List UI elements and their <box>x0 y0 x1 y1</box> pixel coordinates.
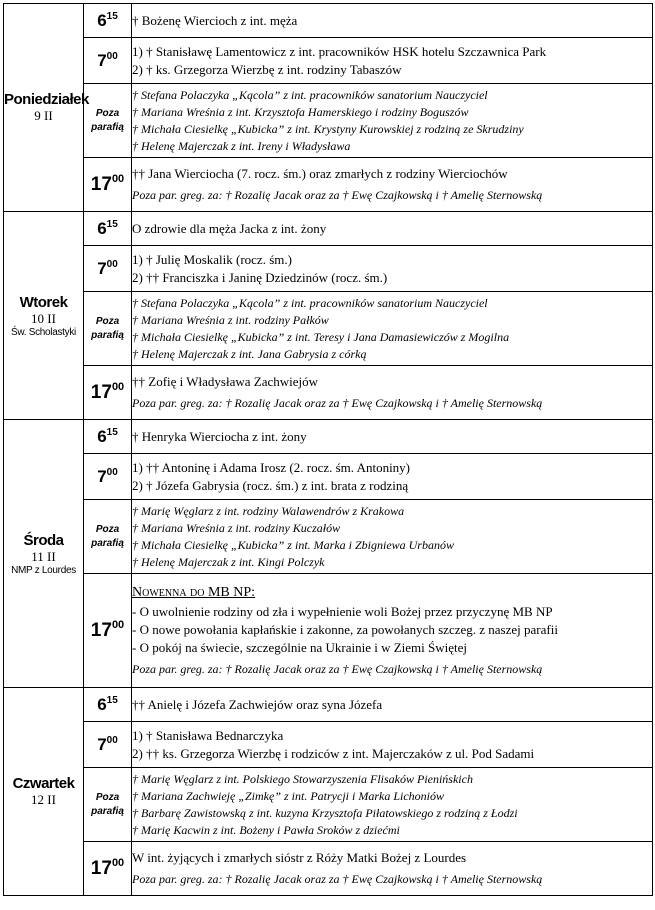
outside-parish-row <box>4 500 653 574</box>
mass-time-minutes: 15 <box>106 694 118 706</box>
mass-time-minutes: 00 <box>106 734 118 746</box>
mass-time-hour: 7 <box>97 734 107 754</box>
outside-parish-label-word2: parafią <box>91 805 124 817</box>
mass-time-minutes: 00 <box>111 619 125 631</box>
mass-time <box>84 4 132 38</box>
outside-parish-line: † Helenę Majerczak z int. Kingi Polczyk <box>132 554 325 569</box>
mass-time-minutes: 00 <box>111 381 125 393</box>
outside-parish-row <box>4 292 653 366</box>
mass-row <box>4 4 653 38</box>
outside-parish-label-word2: parafią <box>91 329 124 341</box>
mass-time-minutes: 00 <box>111 857 125 869</box>
outside-parish-line: † Mariana Wreśnia z int. rodziny Kuczałów <box>132 520 341 535</box>
intention-line: † Henryka Wierciocha z int. żony <box>132 428 307 444</box>
mass-schedule-table <box>3 3 653 896</box>
gregorian-note: Poza par. greg. za: † Rozalię Jacak oraz za † Ewę Czajkowską i † Amelię Sternowską <box>132 396 543 410</box>
outside-parish-intentions <box>132 768 653 842</box>
intention-line: 2) †† Franciszka i Janinę Dziedzinów (rocz. śm.) <box>132 269 388 285</box>
outside-parish-label-word1: Poza <box>95 523 120 535</box>
mass-time-minutes: 00 <box>111 173 125 185</box>
mass-row <box>4 366 653 420</box>
outside-parish-line: † Michała Ciesielkę „Kubicka” z int. Teresy i Jana Damasiewiczów z Mogilna <box>132 329 510 344</box>
mass-time <box>84 246 132 292</box>
mass-time <box>84 366 132 420</box>
mass-time-hour: 7 <box>97 466 107 486</box>
intention-cell <box>132 722 653 768</box>
day-cell <box>4 688 84 896</box>
intention-cell <box>132 688 653 722</box>
mass-time-minutes: 15 <box>106 426 118 438</box>
outside-parish-line: † Helenę Majerczak z int. Ireny i Władysława <box>132 138 351 153</box>
outside-parish-line: † Marię Węglarz z int. Polskiego Stowarzyszenia Flisaków Pienińskich <box>132 771 473 786</box>
mass-time-hour: 17 <box>90 620 112 641</box>
day-name: Wtorek <box>19 293 68 311</box>
intention-cell <box>132 38 653 84</box>
mass-time-hour: 6 <box>97 218 107 238</box>
intention-line: † Bożenę Wiercioch z int. męża <box>132 12 298 28</box>
gregorian-note: Poza par. greg. za: † Rozalię Jacak oraz za † Ewę Czajkowską i † Amelię Sternowską <box>132 872 543 886</box>
intention-line: 2) †† ks. Grzegorza Wierzbę i rodziców z int. Majerczaków z ul. Pod Sadami <box>132 745 535 761</box>
mass-row <box>4 842 653 896</box>
mass-row <box>4 420 653 454</box>
outside-parish-line: † Stefana Polaczyka „Kącola” z int. pracowników sanatorium Nauczyciel <box>132 87 488 102</box>
day-date: 9 II <box>34 108 53 123</box>
mass-time <box>84 212 132 246</box>
mass-time-hour: 7 <box>97 50 107 70</box>
day-cell <box>4 212 84 420</box>
outside-parish-label-word2: parafią <box>91 121 124 133</box>
intention-line: - O pokój na świecie, szczególnie na Ukrainie i w Ziemi Świętej <box>132 640 468 655</box>
outside-parish-label-word1: Poza <box>95 107 120 119</box>
intention-line: - O uwolnienie rodziny od zła i wypełnienie woli Bożej przez przyczynę MB NP <box>132 604 553 619</box>
outside-parish-label <box>84 84 132 158</box>
outside-parish-intentions <box>132 500 653 574</box>
outside-parish-intentions <box>132 84 653 158</box>
day-date: 11 II <box>31 548 56 564</box>
intention-line: 2) † ks. Grzegorza Wierzbę z int. rodziny Tabaszów <box>132 61 402 77</box>
outside-parish-line: † Helenę Majerczak z int. Jana Gabrysia z córką <box>132 346 367 361</box>
day-cell <box>4 4 89 212</box>
outside-parish-label-word2: parafią <box>91 537 124 549</box>
day-name: Środa <box>23 531 64 549</box>
mass-row <box>4 688 653 722</box>
mass-time-minutes: 00 <box>106 50 118 62</box>
outside-parish-line: † Mariana Zachwieję „Zimkę” z int. Patrycji i Marka Lichoniów <box>132 788 444 803</box>
mass-time-hour: 6 <box>97 694 107 714</box>
intention-line: 1) †† Antoninę i Adama Irosz (2. rocz. śm. Antoniny) <box>132 459 411 475</box>
mass-time-hour: 6 <box>97 426 107 446</box>
mass-time <box>84 722 132 768</box>
mass-time-minutes: 00 <box>106 466 118 478</box>
intention-cell <box>132 4 653 38</box>
intention-line: 1) † Stanisławę Lamentowicz z int. pracowników HSK hotelu Szczawnica Park <box>132 43 547 59</box>
intention-line: 2) † Józefa Gabrysia (rocz. śm.) z int. brata z rodziną <box>132 477 409 493</box>
outside-parish-label <box>84 292 132 366</box>
intention-line: - O nowe powołania kapłańskie i zakonne, za powołanych szczeg. z naszej parafii <box>132 622 558 637</box>
mass-time <box>84 420 132 454</box>
outside-parish-line: † Marię Węglarz z int. rodziny Walawendrów z Krakowa <box>132 503 405 518</box>
intention-cell <box>132 246 653 292</box>
day-feast: NMP z Lourdes <box>11 564 76 576</box>
outside-parish-line: † Marię Kacwin z int. Bożeny i Pawła Sroków z dziećmi <box>132 822 400 837</box>
outside-parish-line: † Mariana Wreśnia z int. Krzysztofa Hamerskiego i rodziny Boguszów <box>132 104 469 119</box>
day-feast: Św. Scholastyki <box>11 326 76 338</box>
outside-parish-intentions <box>132 292 653 366</box>
mass-time-minutes: 15 <box>106 10 118 22</box>
outside-parish-label-word1: Poza <box>95 315 120 327</box>
mass-time <box>84 688 132 722</box>
intention-cell <box>132 574 653 688</box>
outside-parish-line: † Michała Ciesielkę „Kubicka” z int. Krystyny Kurowskiej z rodziną ze Skrudziny <box>132 121 524 136</box>
mass-time <box>84 38 132 84</box>
mass-row <box>4 158 653 212</box>
day-name: Czwartek <box>12 775 75 792</box>
intention-line: †† Anielę i Józefa Zachwiejów oraz syna Józefa <box>132 696 383 712</box>
mass-row <box>4 574 653 688</box>
intention-cell <box>132 212 653 246</box>
outside-parish-line: † Stefana Polaczyka „Kącola” z int. pracowników sanatorium Nauczyciel <box>132 295 488 310</box>
mass-time-hour: 17 <box>90 174 112 195</box>
intention-cell <box>132 454 653 500</box>
mass-time-minutes: 15 <box>106 218 118 230</box>
intention-line: O zdrowie dla męża Jacka z int. żony <box>132 220 327 236</box>
gregorian-note: Poza par. greg. za: † Rozalię Jacak oraz za † Ewę Czajkowską i † Amelię Sternowską <box>132 188 543 202</box>
day-date: 10 II <box>31 310 56 326</box>
intention-line: †† Jana Wierciocha (7. rocz. śm.) oraz zmarłych z rodziny Wierciochów <box>132 166 508 181</box>
mass-time-hour: 6 <box>97 10 107 30</box>
day-date: 12 II <box>31 792 56 807</box>
intention-line: †† Zofię i Władysława Zachwiejów <box>132 374 319 389</box>
intention-cell <box>132 366 653 420</box>
mass-row <box>4 722 653 768</box>
mass-row <box>4 212 653 246</box>
intention-cell <box>132 420 653 454</box>
mass-time <box>84 842 132 896</box>
outside-parish-label <box>84 500 132 574</box>
mass-time <box>84 158 132 212</box>
mass-time <box>84 454 132 500</box>
mass-row <box>4 38 653 84</box>
intention-line: 1) † Stanisława Bednarczyka <box>132 727 284 743</box>
novena-header: Nowenna do MB NP: <box>132 585 256 600</box>
mass-time-minutes: 00 <box>106 258 118 270</box>
mass-time-hour: 17 <box>90 382 112 403</box>
mass-row <box>4 454 653 500</box>
outside-parish-label-word1: Poza <box>95 791 120 803</box>
mass-time-hour: 17 <box>90 858 112 879</box>
day-cell <box>4 420 84 688</box>
outside-parish-line: † Barbarę Zawistowską z int. kuzyna Krzysztofa Piłatowskiego z rodziną z Łodzi <box>132 805 518 820</box>
mass-row <box>4 246 653 292</box>
mass-time <box>84 574 132 688</box>
intention-line: 1) † Julię Moskalik (rocz. śm.) <box>132 251 292 267</box>
intention-cell <box>132 158 653 212</box>
outside-parish-line: † Michała Ciesielkę „Kubicka” z int. Marka i Zbigniewa Urbanów <box>132 537 454 552</box>
gregorian-note: Poza par. greg. za: † Rozalię Jacak oraz za † Ewę Czajkowską i † Amelię Sternowską <box>132 662 543 676</box>
outside-parish-label <box>84 768 132 842</box>
outside-parish-row <box>4 768 653 842</box>
outside-parish-line: † Mariana Wreśnia z int. rodziny Pałków <box>132 312 329 327</box>
intention-line: W int. żyjących i zmarłych sióstr z Róży Matki Bożej z Lourdes <box>132 850 467 865</box>
day-name: Poniedziałek <box>4 91 89 108</box>
outside-parish-row <box>4 84 653 158</box>
intention-cell <box>132 842 653 896</box>
mass-time-hour: 7 <box>97 258 107 278</box>
